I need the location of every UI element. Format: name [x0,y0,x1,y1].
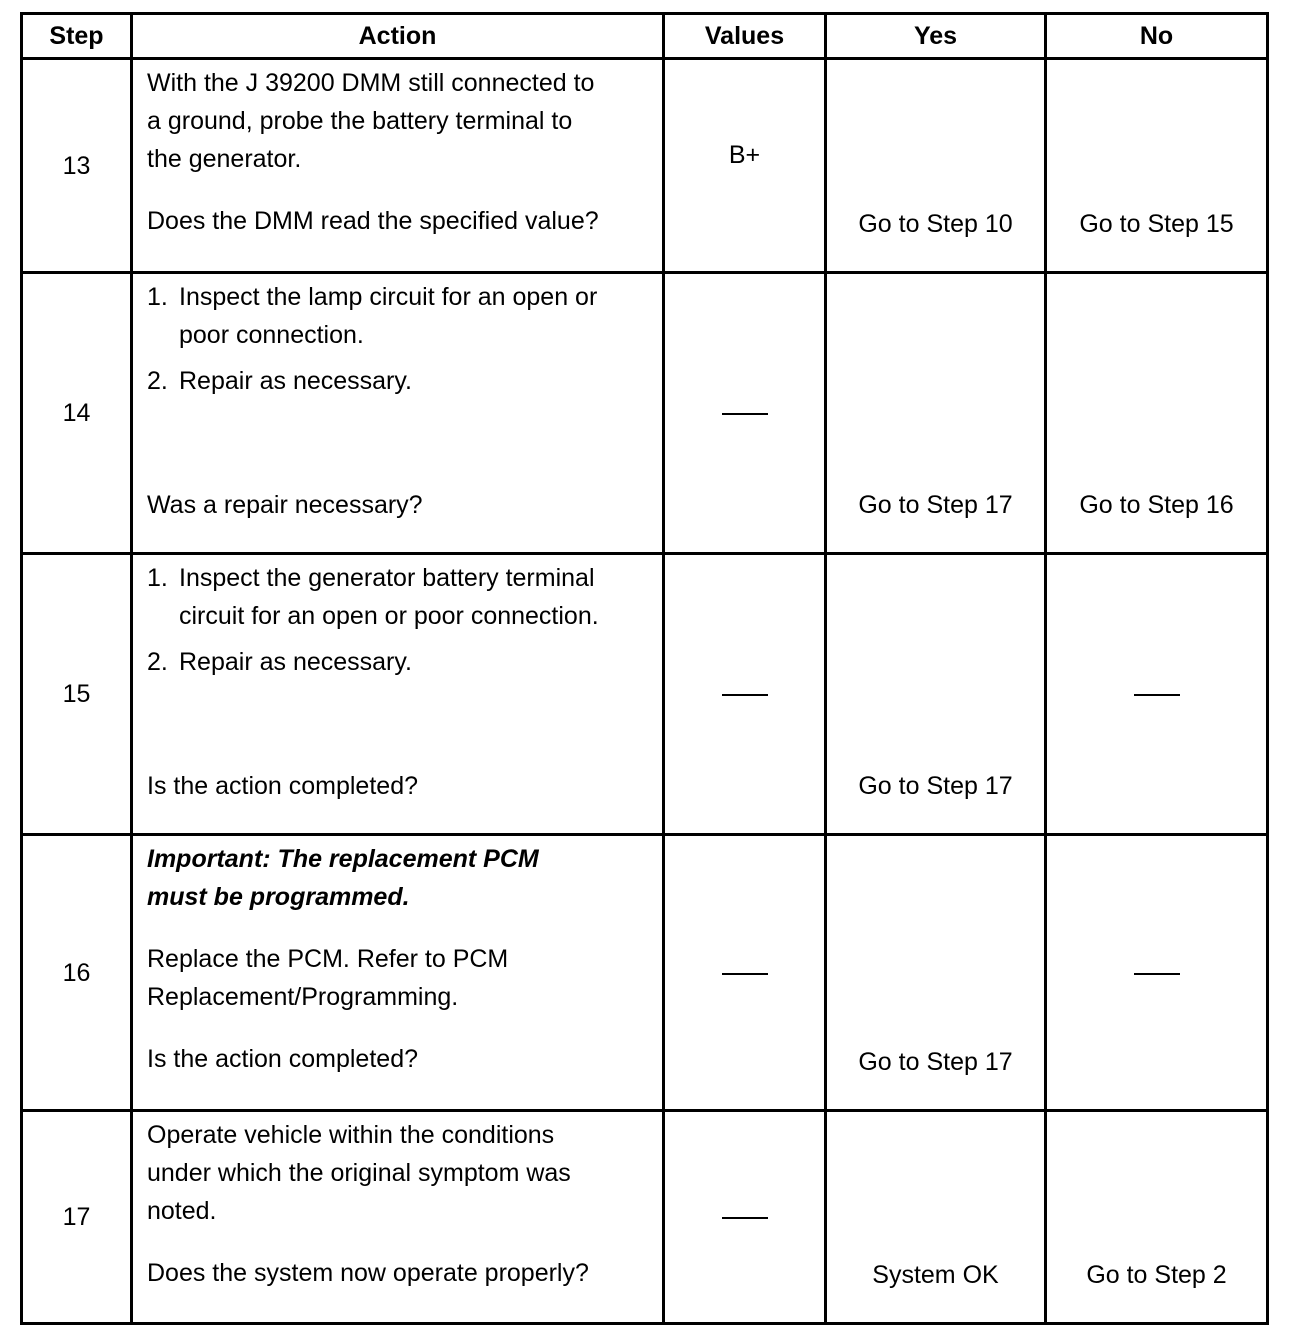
header-yes: Yes [826,14,1046,59]
step-number: 16 [22,835,132,1111]
list-number: 1. [147,283,168,311]
yes-cell: Go to Step 17 [826,273,1046,554]
value-dash [722,413,768,415]
action-line: under which the original symptom was [147,1159,571,1187]
header-action: Action [132,14,664,59]
step-number: 17 [22,1111,132,1324]
step-number: 15 [22,554,132,835]
action-line: noted. [147,1197,217,1225]
table-row [22,835,1268,1111]
value-cell: B+ [664,59,826,273]
header-values: Values [664,14,826,59]
header-no: No [1046,14,1268,59]
no-dash [1134,973,1180,975]
table-row [22,273,1268,554]
value-dash [722,1217,768,1219]
action-line: the generator. [147,145,302,173]
important-note: Important: The replacement PCM [147,845,539,873]
yes-cell: Go to Step 17 [826,554,1046,835]
action-line: circuit for an open or poor connection. [179,602,599,630]
action-question: Does the DMM read the specified value? [147,207,599,235]
action-line: Operate vehicle within the conditions [147,1121,555,1149]
action-line: Repair as necessary. [179,648,412,676]
action-question: Is the action completed? [147,772,418,800]
header-row [22,14,1268,59]
value-cell [664,273,826,554]
value-cell [664,835,826,1111]
yes-cell: Go to Step 17 [826,835,1046,1111]
action-cell [132,835,664,1111]
action-line: Replacement/Programming. [147,983,459,1011]
action-cell [132,273,664,554]
yes-cell: Go to Step 10 [826,59,1046,273]
action-cell [132,59,664,273]
action-line: Replace the PCM. Refer to PCM [147,945,509,973]
table-row [22,59,1268,273]
no-cell: Go to Step 15 [1046,59,1268,273]
no-cell: Go to Step 16 [1046,273,1268,554]
action-line: Repair as necessary. [179,367,412,395]
action-cell [132,554,664,835]
no-cell [1046,835,1268,1111]
important-note: must be programmed. [147,883,410,911]
action-line: Inspect the lamp circuit for an open or [179,283,598,311]
action-list-item [147,278,650,354]
action-list-item [147,559,650,635]
action-question: Does the system now operate properly? [147,1259,589,1287]
yes-cell: System OK [826,1111,1046,1324]
value-dash [722,694,768,696]
value-dash [722,973,768,975]
action-line: Inspect the generator battery terminal [179,564,595,592]
action-cell [132,1111,664,1324]
table-row [22,1111,1268,1324]
action-line: With the J 39200 DMM still connected to [147,69,595,97]
value-cell [664,554,826,835]
list-number: 2. [147,648,168,676]
list-number: 1. [147,564,168,592]
action-question: Is the action completed? [147,1045,418,1073]
no-dash [1134,694,1180,696]
step-number: 14 [22,273,132,554]
action-line: poor connection. [179,321,364,349]
action-line: a ground, probe the battery terminal to [147,107,573,135]
value-cell [664,1111,826,1324]
table-row [22,554,1268,835]
diagnostic-table [20,12,1269,1325]
action-list-item [147,643,650,681]
list-number: 2. [147,367,168,395]
action-list-item [147,362,650,400]
no-cell: Go to Step 2 [1046,1111,1268,1324]
step-number: 13 [22,59,132,273]
action-question: Was a repair necessary? [147,491,423,519]
no-cell [1046,554,1268,835]
header-step: Step [22,14,132,59]
